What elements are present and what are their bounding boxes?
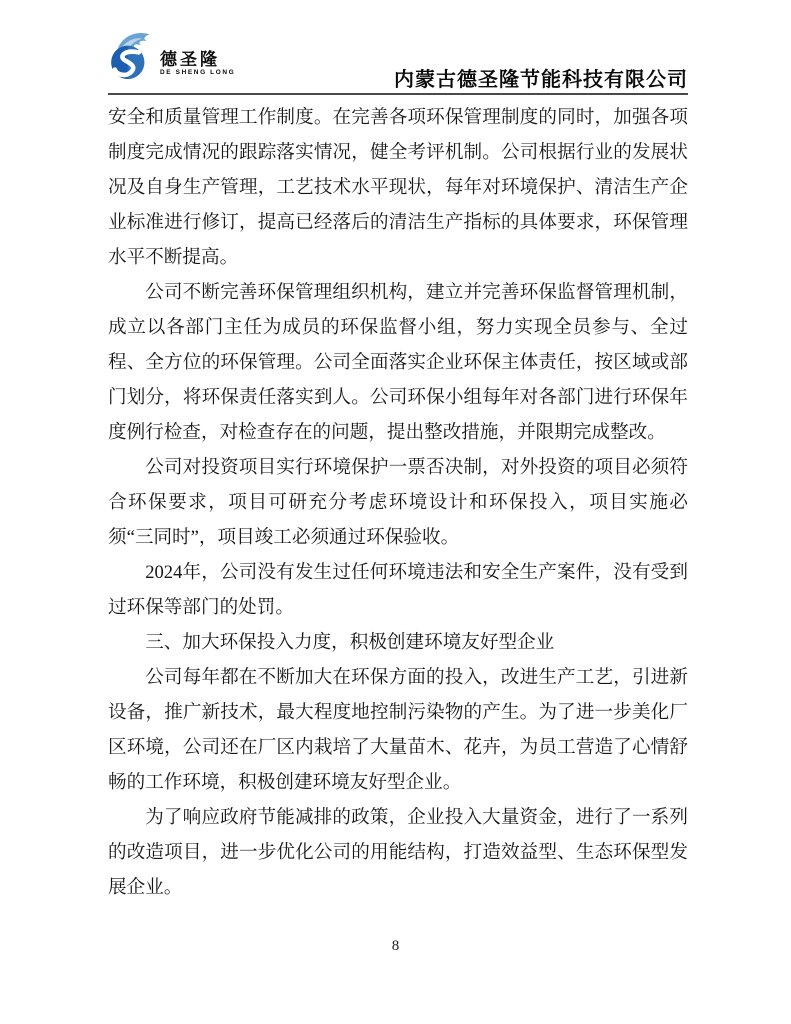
paragraph: 为了响应政府节能减排的政策，企业投入大量资金，进行了一系列的改造项目，进一步优化公司的用能结构，打造效益型、生态环保型发展企业。 — [108, 807, 688, 898]
logo-text — [160, 51, 235, 77]
company-logo — [110, 28, 235, 80]
company-name: 内蒙古德圣隆节能科技有限公司 — [394, 69, 688, 91]
document-body — [108, 100, 688, 905]
paragraph: 公司每年都在不断加大在环保方面的投入，改进生产工艺，引进新设备，推广新技术，最大程度地控制污染物的产生。为了进一步美化厂区环境，公司还在厂区内栽培了大量苗木、花卉，为员工营造了心情舒畅的工作环境，积极创建环境友好型企业。 — [108, 667, 688, 793]
paragraph: 公司不断完善环保管理组织机构，建立并完善环保监督管理机制，成立以各部门主任为成员的环保监督小组，努力实现全员参与、全过程、全方位的环保管理。公司全面落实企业环保主体责任，按区域或部门划分，将环保责任落实到人。公司环保小组每年对各部门进行环保年度例行检查，对检查存在的问题，提出整改措施，并限期完成整改。 — [108, 282, 688, 443]
page-number: 8 — [391, 938, 400, 954]
page-header — [108, 28, 688, 92]
dragon-sphere-logo-icon — [110, 28, 158, 80]
paragraph-continuation: 安全和质量管理工作制度。在完善各项环保管理制度的同时，加强各项制度完成情况的跟踪落实情况，健全考评机制。公司根据行业的发展状况及自身生产管理，工艺技术水平现状，每年对环境保护、清洁生产企业标准进行修订，提高已经落后的清洁生产指标的具体要求，环保管理水平不断提高。 — [108, 107, 688, 268]
paragraph: 2024年，公司没有发生过任何环境违法和安全生产案件，没有受到过环保等部门的处罚。 — [108, 562, 688, 618]
section-heading: 三、加大环保投入力度，积极创建环境友好型企业 — [145, 632, 555, 653]
paragraph: 公司对投资项目实行环境保护一票否决制，对外投资的项目必须符合环保要求，项目可研充分考虑环境设计和环保投入，项目实施必须“三同时”，项目竣工必须通过环保验收。 — [108, 457, 688, 548]
logo-name-en: DE SHENG LONG — [160, 68, 236, 76]
logo-name-cn: 德圣隆 — [160, 49, 220, 69]
header-divider — [108, 93, 688, 95]
page-footer — [0, 938, 791, 955]
